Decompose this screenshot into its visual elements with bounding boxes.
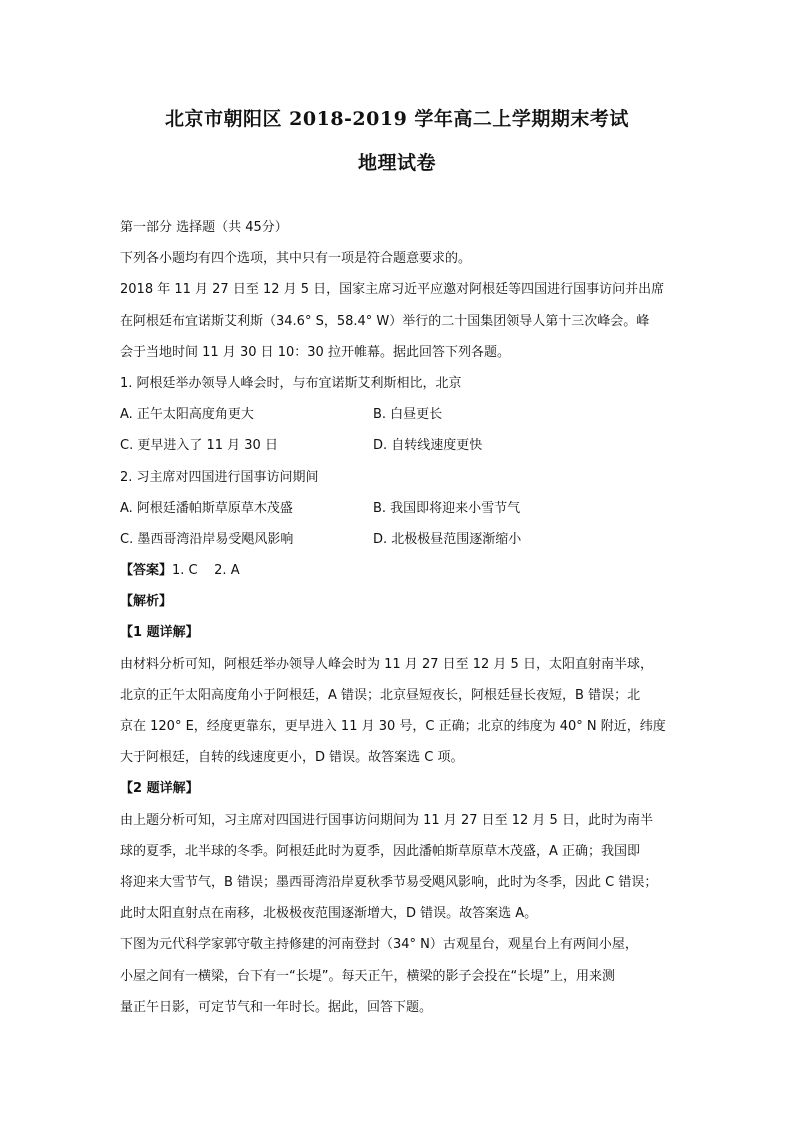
passage1-line: 会于当地时间 11 月 30 日 10：30 拉开帷幕。据此回答下列各题。	[120, 344, 510, 360]
question1-options-row	[120, 399, 680, 430]
question2-options-row	[120, 524, 680, 555]
option-d: D. 自转线速度更快	[373, 438, 483, 454]
question2-options-row	[120, 493, 680, 524]
section-instruction: 下列各小题均有四个选项，其中只有一项是符合题意要求的。	[120, 251, 472, 267]
option-c: C. 更早进入了 11 月 30 日	[120, 438, 278, 454]
passage2-line: 下图为元代科学家郭守敬主持修建的河南登封（34° N）古观星台，观星台上有两间小屋，	[120, 937, 638, 953]
question1-stem: 1. 阿根廷举办领导人峰会时，与布宜诺斯艾利斯相比，北京	[120, 375, 462, 391]
detail2-label: 【2 题详解】	[120, 781, 199, 797]
passage2-line: 量正午日影，可定节气和一年时长。据此，回答下题。	[120, 999, 433, 1015]
question1-options-row	[120, 430, 680, 461]
option-b: B. 白昼更长	[373, 407, 443, 423]
option-b: B. 我国即将迎来小雪节气	[373, 500, 521, 516]
analysis-label: 【解析】	[120, 594, 173, 610]
detail1-line: 大于阿根廷，自转的线速度更小，D 错误。故答案选 C 项。	[120, 750, 464, 766]
detail1-line: 京在 120° E，经度更靠东，更早进入 11 月 30 号，C 正确；北京的纬度为 40° N 附近，纬度	[120, 719, 666, 734]
option-c: C. 墨西哥湾沿岸易受飓风影响	[120, 531, 294, 547]
detail2-line: 球的夏季，北半球的冬季。阿根廷此时为夏季，因此潘帕斯草原草木茂盛，A 正确；我国即	[120, 843, 641, 859]
passage1-line: 在阿根廷布宜诺斯艾利斯（34.6° S，58.4° W）举行的二十国集团领导人第十三次峰会。峰	[120, 313, 650, 329]
answer-text: 1. C 2. A	[172, 563, 240, 579]
detail2-line: 此时太阳直射点在南移，北极极夜范围逐渐增大，D 错误。故答案选 A。	[120, 906, 538, 922]
page-title: 北京市朝阳区 2018-2019 学年高二上学期期末考试	[165, 108, 629, 130]
option-d: D. 北极极昼范围逐渐缩小	[373, 531, 522, 547]
section-heading: 第一部分 选择题（共 45分）	[120, 220, 288, 235]
detail1-label: 【1 题详解】	[120, 625, 199, 641]
answer-label: 【答案】	[120, 563, 173, 579]
option-a: A. 正午太阳高度角更大	[120, 407, 254, 423]
detail1-line: 由材料分析可知，阿根廷举办领导人峰会时为 11 月 27 日至 12 月 5 日，太阳直射南半球，	[120, 656, 653, 672]
page-subtitle: 地理试卷	[357, 152, 436, 174]
document-body	[120, 212, 680, 1023]
answer-line	[120, 555, 680, 586]
detail2-line: 由上题分析可知，习主席对四国进行国事访问期间为 11 月 27 日至 12 月 5 日，此时为南半	[120, 812, 653, 828]
detail1-line: 北京的正午太阳高度角小于阿根廷，A 错误；北京昼短夜长，阿根廷昼长夜短，B 错误；北	[120, 687, 641, 703]
question2-stem: 2. 习主席对四国进行国事访问期间	[120, 469, 319, 485]
detail2-line: 将迎来大雪节气，B 错误；墨西哥湾沿岸夏秋季节易受飓风影响，此时为冬季，因此 C 错误；	[120, 874, 658, 890]
passage1-line: 2018 年 11 月 27 日至 12 月 5 日，国家主席习近平应邀对阿根廷等四国进行国事访问并出席	[120, 282, 665, 298]
passage2-line: 小屋之间有一横梁，台下有一“长堤”。每天正午，横梁的影子会投在“长堤”上，用来测	[120, 968, 615, 984]
option-a: A. 阿根廷潘帕斯草原草木茂盛	[120, 500, 293, 516]
